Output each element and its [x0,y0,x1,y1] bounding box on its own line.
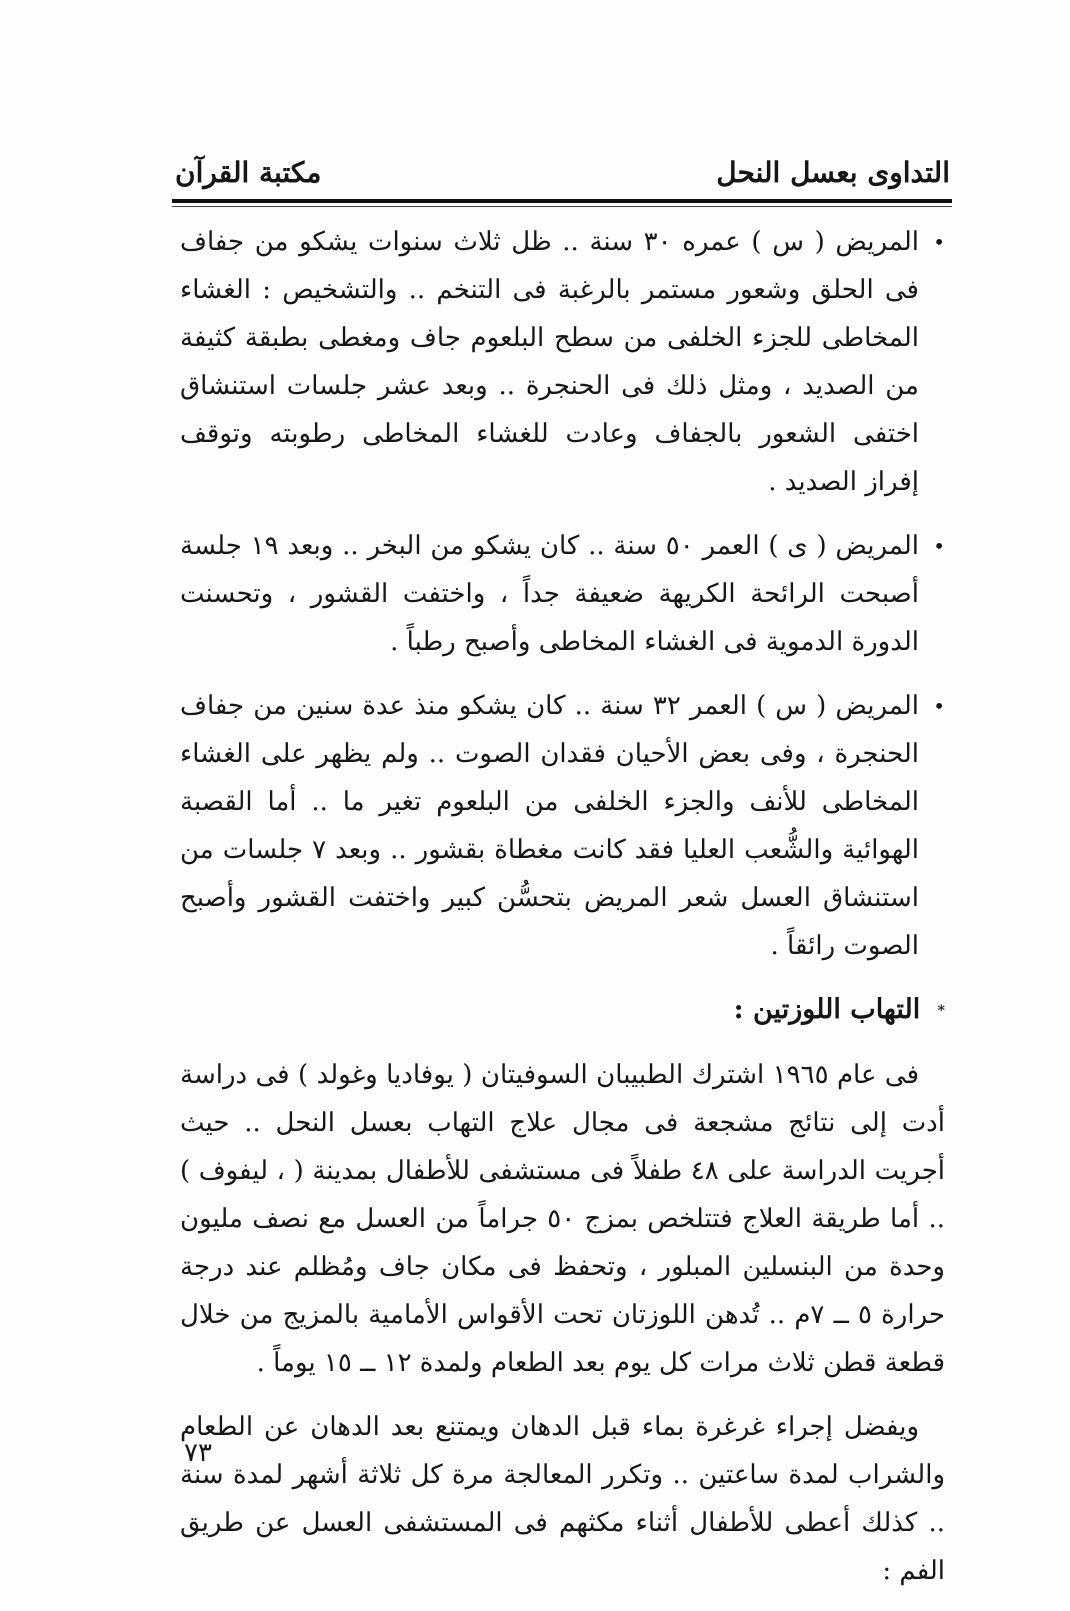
page-body [180,218,945,1611]
case-item [180,682,945,970]
section-heading-text: التهاب اللوزتين : [733,994,921,1025]
publisher-name: مكتبة القرآن [175,156,322,189]
case-item [180,522,945,666]
page-number: ٧٣ [184,1438,212,1468]
bullet-icon: • [933,230,945,254]
case-text: المريض ( ى ) العمر ٥٠ سنة .. كان يشكو من البخر .. وبعد ١٩ جلسة أصبحت الرائحة الكريهة ضعيفة جداً ، واختفت القشور ، وتحسنت الدورة الدموية فى الغشاء المخاطى وأصبح رطباً . [180,531,919,657]
body-paragraph: فى عام ١٩٦٥ اشترك الطبيبان السوفيتان ( يوفاديا وغولد ) فى دراسة أدت إلى نتائج مشجعة فى مجال علاج التهاب بعسل النحل .. حيث أجريت الدراسة على ٤٨ طفلاً فى مستشفى للأطفال بمدينة ( ، ليفوف ) .. أما طريقة العلاج فتتلخص بمزج ٥٠ جراماً من العسل مع نصف مليون وحدة من البنسلين المبلور ، وتحفظ فى مكان جاف ومُظلم عند درجة حرارة ٥ ــ ٧م .. تُدهن اللوزتان تحت الأقواس الأمامية بالمزيج من خلال قطعة قطن ثلاث مرات كل يوم بعد الطعام ولمدة ١٢ ــ ١٥ يوماً . [180,1059,945,1378]
header-rule-thin [172,206,952,207]
case-text: المريض ( س ) العمر ٣٢ سنة .. كان يشكو منذ عدة سنين من جفاف الحنجرة ، وفى بعض الأحيان فقدان الصوت .. ولم يظهر على الغشاء المخاطى للأنف والجزء الخلفى من البلعوم تغير ما .. أما القصبة الهوائية والشُّعب العليا فقد كانت مغطاة بقشور .. وبعد ٧ جلسات من استنشاق العسل شعر المريض بتحسُّن كبير واختفت القشور وأصبح الصوت رائقاً . [180,691,919,961]
section-heading [180,986,945,1035]
running-header [175,150,950,200]
book-title: التداوى بعسل النحل [716,156,950,189]
asterisk-icon: * [937,1002,945,1019]
header-rule [172,199,952,203]
body-paragraph: ويفضل إجراء غرغرة بماء قبل الدهان ويمتنع بعد الدهان عن الطعام والشراب لمدة ساعتين .. وتكرر المعالجة مرة كل ثلاثة أشهر لمدة سنة .. كذلك أعطى للأطفال أثناء مكثهم فى المستشفى العسل عن طريق الفم : [180,1411,945,1586]
case-text: المريض ( س ) عمره ٣٠ سنة .. ظل ثلاث سنوات يشكو من جفاف فى الحلق وشعور مستمر بالرغبة فى التنخم .. والتشخيص : الغشاء المخاطى للجزء الخلفى من سطح البلعوم جاف ومغطى بطبقة كثيفة من الصديد ، ومثل ذلك فى الحنجرة .. وبعد عشر جلسات استنشاق اختفى الشعور بالجفاف وعادت للغشاء المخاطى رطوبته وتوقف إفراز الصديد . [180,227,919,497]
bullet-icon: • [933,694,945,718]
case-item [180,218,945,506]
bullet-icon: • [933,534,945,558]
